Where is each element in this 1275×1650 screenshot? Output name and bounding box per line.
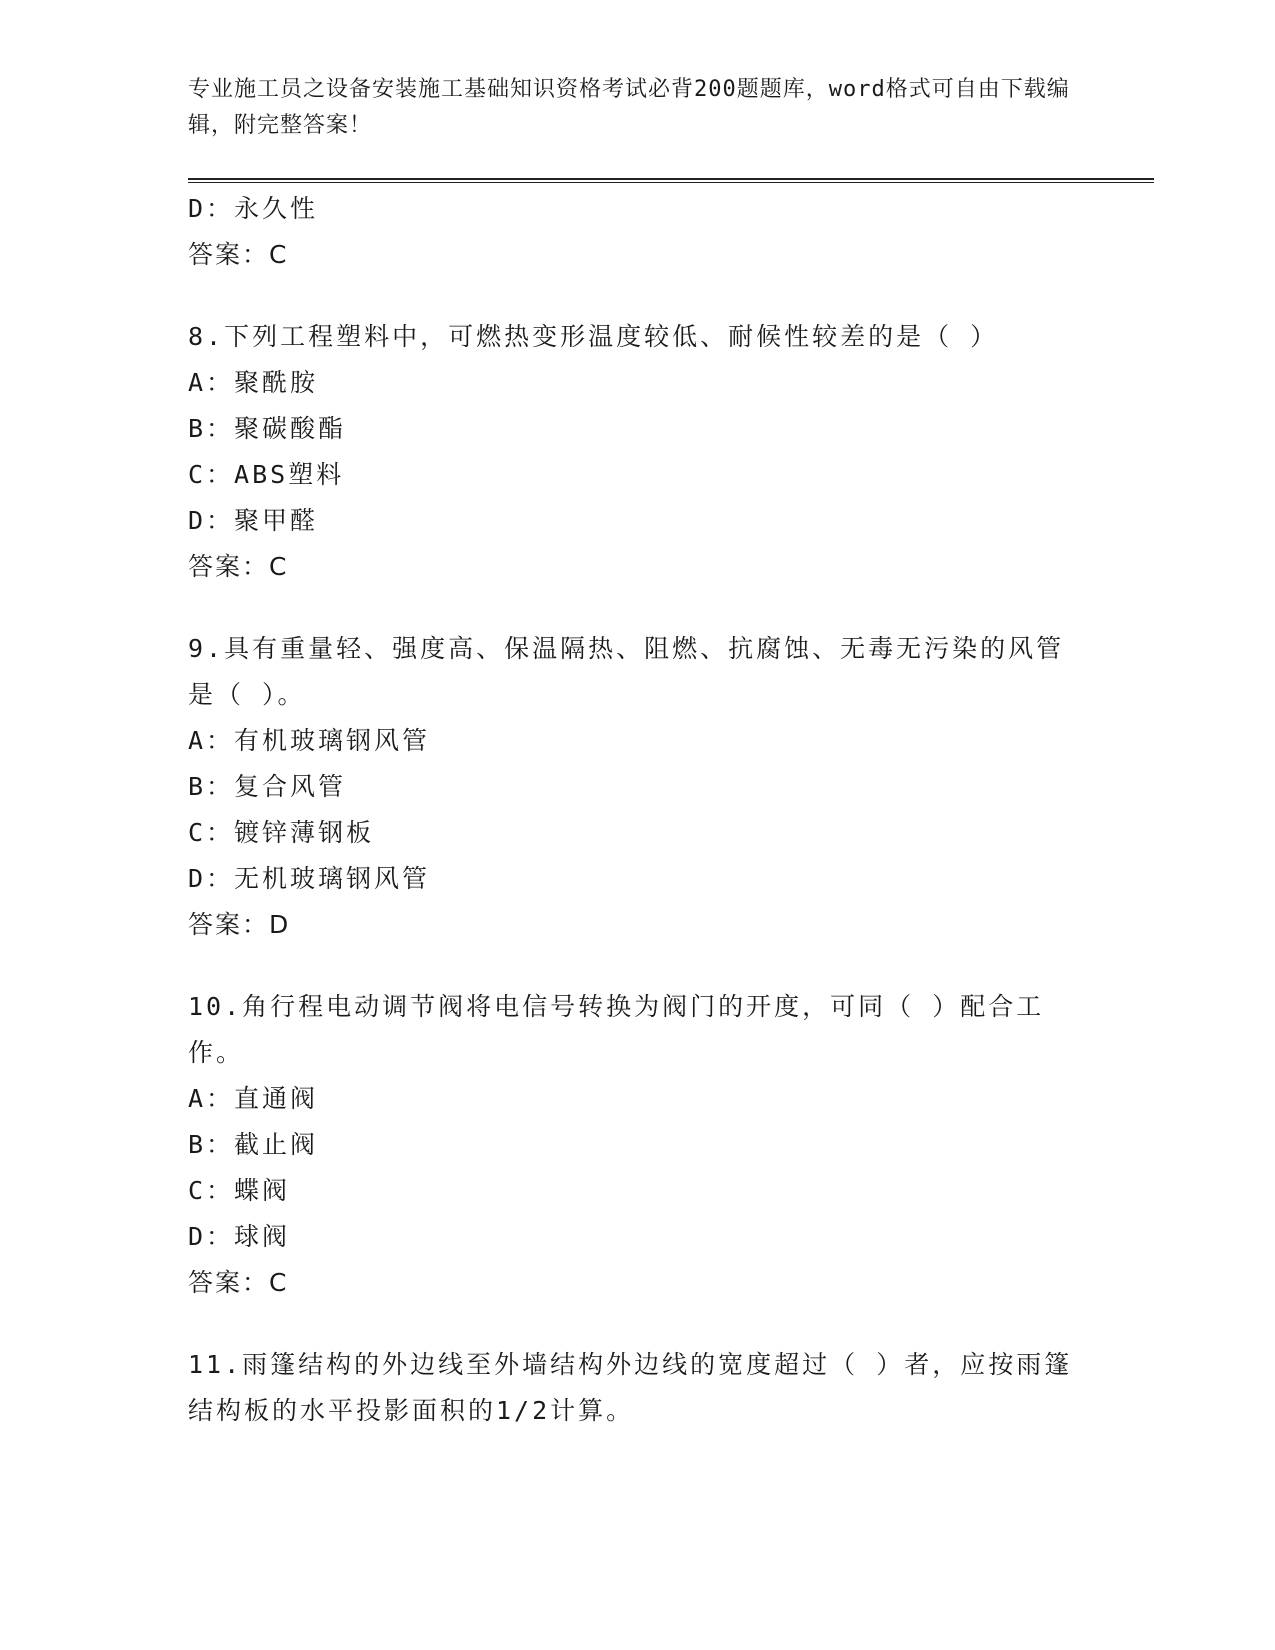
question-10	[188, 984, 1088, 1306]
question-stem: 8.下列工程塑料中，可燃热变形温度较低、耐候性较差的是（ ）	[188, 322, 999, 351]
option-a: A：聚酰胺	[188, 368, 319, 397]
question-stem: 10.角行程电动调节阀将电信号转换为阀门的开度，可同（ ）配合工作。	[188, 992, 1045, 1067]
question-8	[188, 314, 1088, 590]
question-7-tail	[188, 186, 1088, 278]
option-c: C：ABS塑料	[188, 460, 345, 489]
answer-line: 答案：C	[188, 240, 289, 269]
option-b: B：截止阀	[188, 1130, 319, 1159]
option-d: D：球阀	[188, 1222, 291, 1251]
option-d: D：聚甲醛	[188, 506, 319, 535]
question-stem: 11.雨篷结构的外边线至外墙结构外边线的宽度超过（ ）者，应按雨篷结构板的水平投影面积的1/2计算。	[188, 1350, 1073, 1425]
header-divider	[188, 178, 1154, 183]
question-list	[188, 186, 1088, 1434]
question-stem: 9.具有重量轻、强度高、保温隔热、阻燃、抗腐蚀、无毒无污染的风管是（ ）。	[188, 634, 1065, 709]
answer-line: 答案：D	[188, 910, 291, 939]
answer-line: 答案：C	[188, 1268, 289, 1297]
option-c: C：镀锌薄钢板	[188, 818, 375, 847]
answer-line: 答案：C	[188, 552, 289, 581]
option-d: D：无机玻璃钢风管	[188, 864, 431, 893]
option-c: C：蝶阀	[188, 1176, 291, 1205]
question-11	[188, 1342, 1088, 1434]
option-a: A：直通阀	[188, 1084, 319, 1113]
option-b: B：聚碳酸酯	[188, 414, 347, 443]
document-title: 专业施工员之设备安装施工基础知识资格考试必背200题题库，word格式可自由下载编辑，附完整答案！	[188, 77, 1070, 138]
question-9	[188, 626, 1088, 948]
option-b: B：复合风管	[188, 772, 347, 801]
option-a: A：有机玻璃钢风管	[188, 726, 431, 755]
option-d: D：永久性	[188, 194, 319, 223]
